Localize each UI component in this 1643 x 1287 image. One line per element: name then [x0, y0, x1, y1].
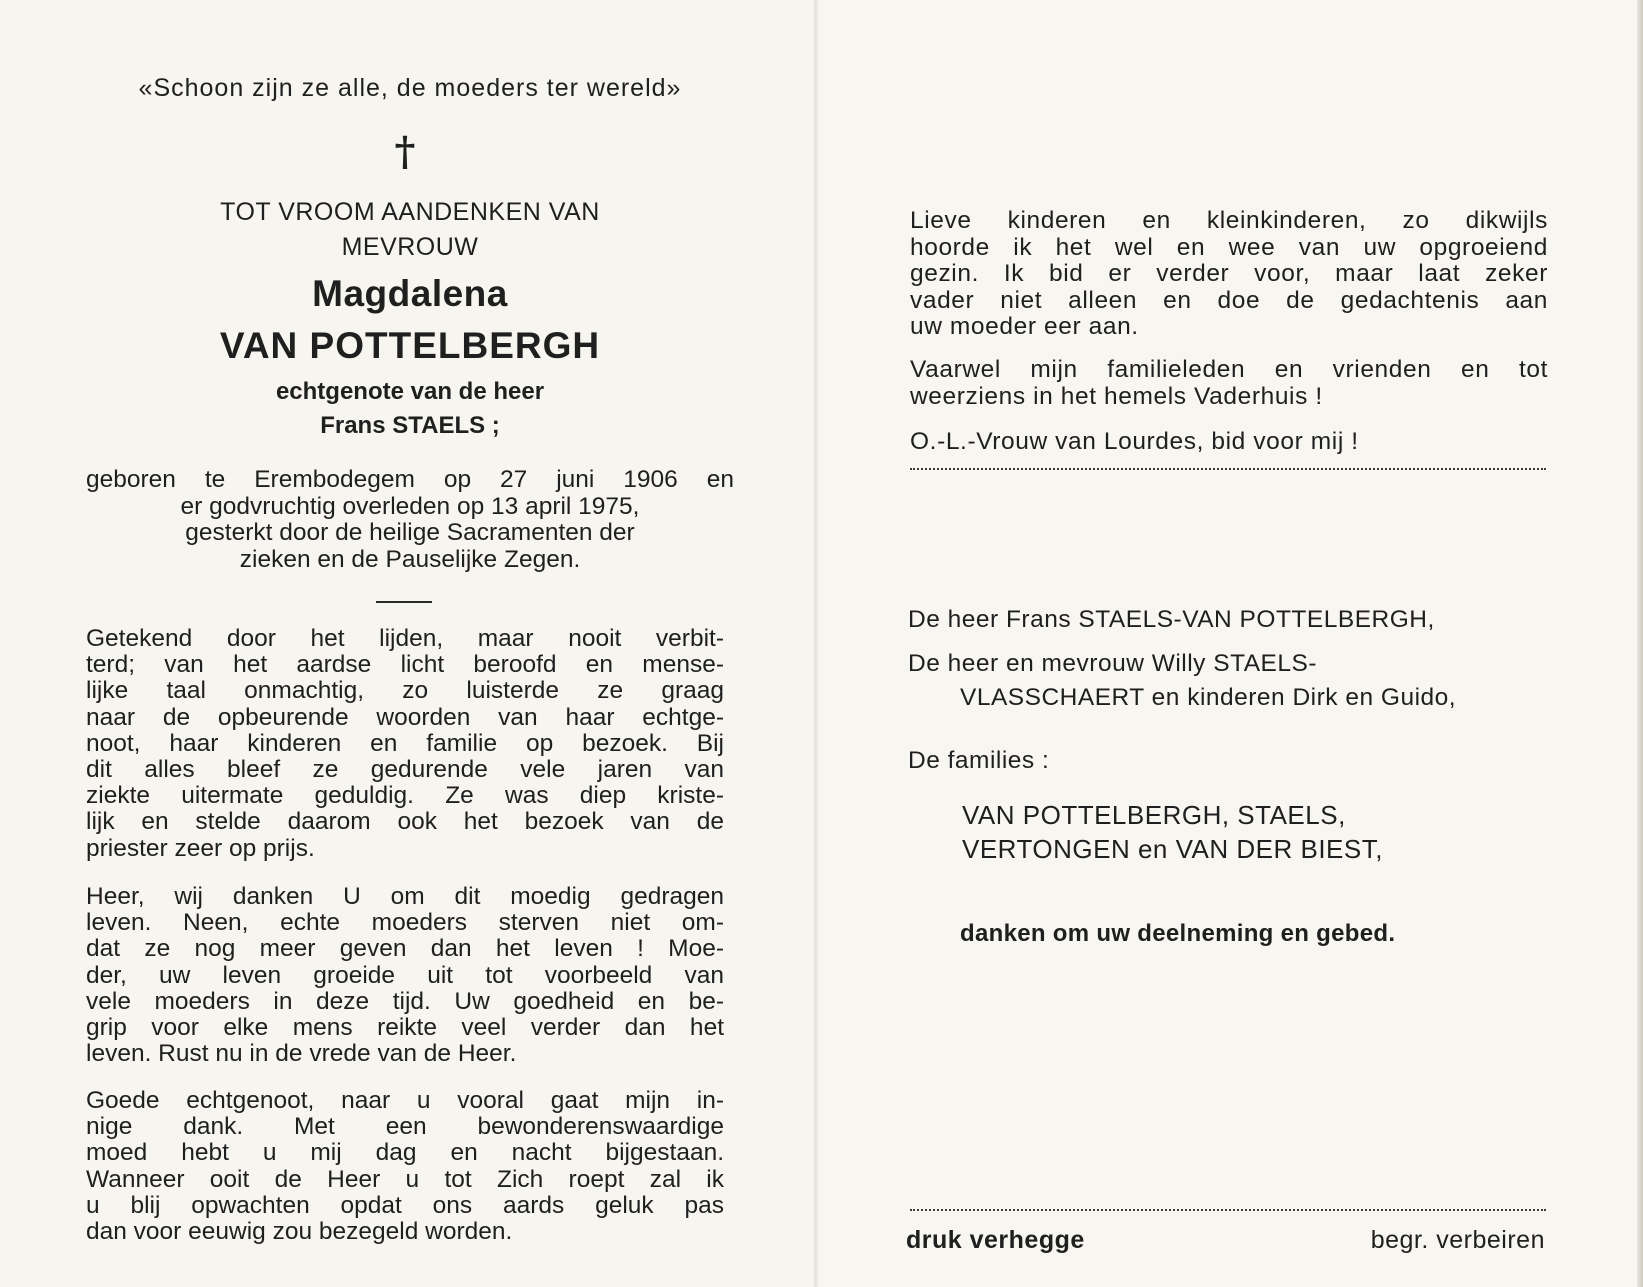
text-line: Heer, wij danken U om dit moedig gedragen	[86, 883, 724, 910]
text-line: hoorde ik het wel en wee van uw opgroeiend	[910, 233, 1548, 261]
birth-death-text	[86, 467, 734, 573]
text-line: Goede echtgenoot, naar u vooral gaat mijn in-	[86, 1087, 724, 1114]
text-line: Lieve kinderen en kleinkinderen, zo dikwijls	[910, 207, 1548, 234]
text-line: naar de opbeurende woorden van haar echtge-	[86, 703, 724, 731]
text-line: u blij opwachten opdat ons aards geluk pas	[86, 1191, 724, 1219]
birth-line: er godvruchtig overleden op 13 april 1975,	[180, 492, 640, 520]
text-line: terd; van het aardse licht beroofd en mense-	[86, 651, 724, 679]
family-husband: De heer Frans STAELS-VAN POTTELBERGH,	[908, 606, 1435, 633]
text-line: uw moeder eer aan.	[910, 313, 1139, 340]
families-names-2: VERTONGEN en VAN DER BIEST,	[962, 834, 1383, 864]
text-line: grip voor elke mens reikte veel verder dan het	[86, 1014, 724, 1042]
text-line: vele moeders in deze tijd. Uw goedheid en be-	[86, 987, 724, 1015]
text-line: nige dank. Met een bewonderenswaardige	[86, 1113, 724, 1141]
card-edge	[1637, 0, 1643, 1287]
text-line: noot, haar kinderen en familie op bezoek. Bij	[86, 729, 724, 757]
text-line: Wanneer ooit de Heer u tot Zich roept zal ik	[86, 1165, 724, 1193]
text-line: weerziens in het hemels Vaderhuis !	[910, 382, 1323, 410]
families-label: De families :	[908, 747, 1050, 774]
birth-line: gesterkt door de heilige Sacramenten der	[185, 519, 635, 546]
family-son: De heer en mevrouw Willy STAELS-	[908, 650, 1318, 677]
right-panel	[818, 0, 1643, 1287]
intro-line-2: MEVROUW	[341, 233, 479, 261]
text-line: Vaarwel mijn familieleden en vrienden en tot	[910, 356, 1548, 383]
prayer-line: O.-L.-Vrouw van Lourdes, bid voor mij !	[910, 428, 1359, 455]
text-line: dat ze nog meer geven dan het leven ! Moe-	[86, 935, 724, 963]
birth-line: geboren te Erembodegem op 27 juni 1906 en	[86, 466, 734, 493]
paragraph-farewell	[910, 357, 1548, 410]
deceased-last-name: VAN POTTELBERGH	[219, 325, 601, 366]
text-line: leven. Rust nu in de vrede van de Heer.	[86, 1040, 517, 1068]
text-line: priester zeer op prijs.	[86, 834, 315, 862]
undertaker-credit: begr. verbeiren	[1370, 1226, 1545, 1254]
text-line: moed hebt u mij dag en nacht bijgestaan.	[86, 1139, 724, 1167]
text-line: lijk en stelde daarom ook het bezoek van de	[86, 808, 724, 836]
dotted-divider-bottom	[910, 1209, 1546, 1211]
separator-rule	[376, 601, 432, 603]
spouse-line-1: echtgenote van de heer	[275, 378, 545, 405]
cross-icon: †	[394, 128, 416, 175]
text-line: ziekte uitermate geduldig. Ze was diep kriste-	[86, 782, 724, 810]
text-line: lijke taal onmachtig, zo luisterde ze graag	[86, 677, 724, 705]
text-line: Getekend door het lijden, maar nooit verbit-	[86, 625, 724, 652]
families-names-1: VAN POTTELBERGH, STAELS,	[962, 800, 1346, 830]
birth-line: zieken en de Pauselijke Zegen.	[239, 545, 581, 573]
text-line: dit alles bleef ze gedurende vele jaren van	[86, 756, 724, 784]
opening-quote: «Schoon zijn ze alle, de moeders ter wereld»	[138, 74, 682, 102]
dotted-divider	[910, 468, 1546, 470]
spouse-line-2: Frans STAELS ;	[320, 412, 500, 439]
thanks-line: danken om uw deelneming en gebed.	[960, 920, 1396, 947]
text-line: leven. Neen, echte moeders sterven niet om-	[86, 909, 724, 937]
intro-line-1: TOT VROOM AANDENKEN VAN	[220, 198, 600, 226]
text-line: vader niet alleen en doe de gedachtenis aan	[910, 286, 1548, 314]
paragraph-spouse	[86, 1088, 724, 1245]
text-line: gezin. Ik bid er verder voor, maar laat zeker	[910, 260, 1548, 287]
text-line: der, uw leven groeide uit tot voorbeeld van	[86, 961, 724, 989]
printer-credit: druk verhegge	[906, 1226, 1085, 1254]
paragraph-prayer	[86, 884, 724, 1067]
paragraph-suffering	[86, 626, 724, 862]
deceased-first-name: Magdalena	[312, 273, 508, 314]
text-line: dan voor eeuwig zou bezegeld worden.	[86, 1218, 513, 1246]
paragraph-children	[910, 208, 1548, 341]
family-son-cont: VLASSCHAERT en kinderen Dirk en Guido,	[960, 684, 1457, 711]
